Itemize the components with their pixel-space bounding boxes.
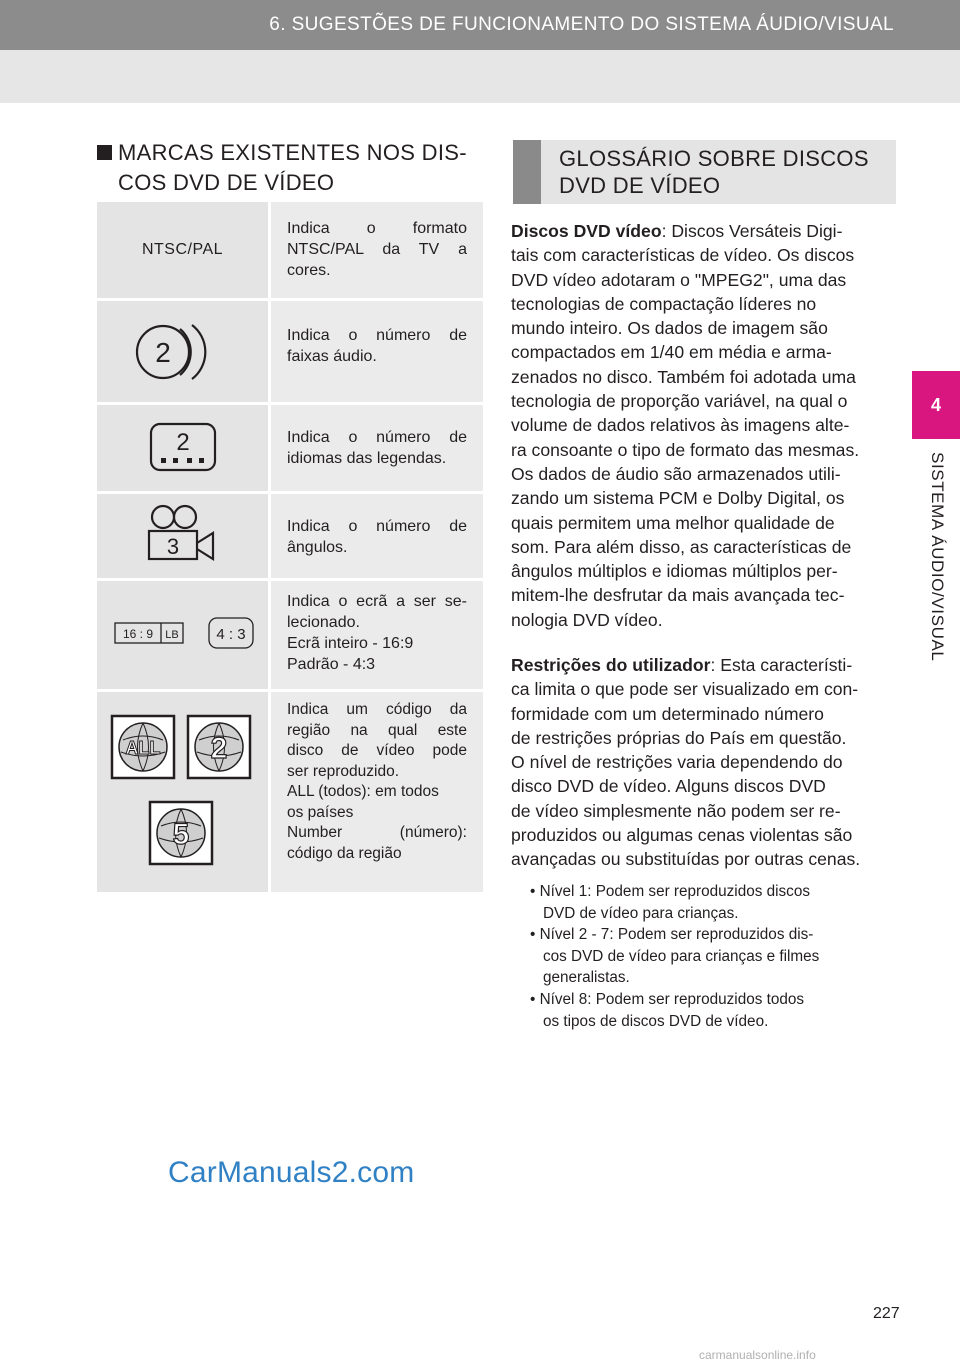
list-item: • Nível 8: Podem ser reproduzidos todos os tipos de discos DVD de vídeo.: [530, 990, 805, 1030]
paragraph-dvd-video: Discos DVD vídeo: Discos Versáteis Digi- tais com características de vídeo. Os discos DVD vídeo adotaram o "MPEG2", uma das tecnologias de compactação líderes no mundo inteiro. Os dados de imagem são compactados em 1/40 em média e arma- zenados no disco. Também foi adotada uma tecnologia de proporção variável, na qual o volume de dados relativos às imagens alte- ra consoante o tipo de formato das mesmas. Os dados de áudio são armazenados utili- zando um sistema PCM e Dolby Digital, os quais permitem uma melhor qualidade de som. Para além disso, as características de ângulos múltiplos e idiomas múltiplos per- mitem-lhe desfrutar da mais avançada tec- nologia DVD vídeo.: [511, 221, 860, 630]
svg-text:ALL: ALL: [125, 738, 160, 758]
audio-tracks-icon: [128, 317, 238, 387]
table-row: 3 Indica o número de ângulos.: [97, 491, 483, 578]
header-band: [0, 50, 960, 103]
list-item: • Nível 1: Podem ser reproduzidos discos DVD de vídeo para crianças.: [530, 883, 810, 922]
svg-text:2: 2: [154, 336, 171, 368]
page-number: 227: [873, 1305, 900, 1322]
table-row: 2 Indica o número de idiomas das legendas.: [97, 402, 483, 491]
chapter-tab-number[interactable]: 4: [912, 371, 960, 439]
watermark-text: CarManuals2.com: [168, 1156, 415, 1189]
svg-text:LB: LB: [164, 629, 179, 641]
header-bar: [0, 0, 960, 50]
section-heading: MARCAS EXISTENTES NOS DIS- COS DVD DE VÍDEO: [97, 138, 482, 198]
camera-angles-icon: [143, 503, 223, 569]
svg-text:5: 5: [172, 818, 189, 851]
table-row: NTSC/PAL Indica o formato NTSC/PAL da TV a cores.: [97, 202, 483, 298]
chapter-tab-label: SISTEMA ÁUDIO/VISUAL: [928, 452, 947, 662]
glossary-heading: GLOSSÁRIO SOBRE DISCOS DVD DE VÍDEO: [513, 140, 896, 204]
term-user-restrictions: Restrições do utilizador: [511, 655, 711, 675]
svg-text:16 : 9: 16 : 9: [122, 627, 153, 641]
table-row: 16 : 9 LB 4 : 3 Indica o ecrã a ser se- lecionado. Ecrã inteiro - 16:9 Padrão - 4:3: [97, 578, 483, 689]
svg-text:3: 3: [166, 534, 179, 559]
region-code-icons: [108, 712, 258, 872]
page-header-title: 6. SUGESTÕES DE FUNCIONAMENTO DO SISTEMA ÁUDIO/VISUAL: [269, 14, 894, 35]
square-bullet-icon: [97, 145, 112, 160]
paragraph-user-restrictions: Restrições do utilizador: Esta característi- ca limita o que pode ser visualizado em con- formidade com um determinado número de restrições próprias do País em questão. O nível de restrições varia dependendo do disco DVD de vídeo. Alguns discos DVD de vídeo simplesmente não podem ser re- produzidos ou algumas cenas violentas são avançadas ou substituídas por outras cenas.: [511, 655, 861, 870]
svg-text:2: 2: [210, 732, 227, 765]
svg-text:4 : 3: 4 : 3: [215, 626, 246, 643]
footer-watermark: carmanualsonline.info: [699, 1348, 816, 1362]
dvd-marks-table: [97, 202, 483, 892]
list-item: • Nível 2 - 7: Podem ser reproduzidos dis- cos DVD de vídeo para crianças e filmes generalistas.: [530, 926, 820, 987]
format-label: NTSC/PAL: [141, 241, 224, 258]
subtitles-icon: [143, 420, 223, 476]
heading-accent-bar: [513, 140, 541, 204]
restriction-levels-list: [530, 881, 896, 1032]
term-dvd-video: Discos DVD vídeo: [511, 221, 662, 241]
screen-format-icons: [103, 610, 263, 660]
svg-text:2: 2: [175, 429, 190, 456]
table-row: ALL 2 5 Indica um código da região na qual este disco de vídeo pode ser reproduzido. ALL (todos): em todos os países Number (número): código da região: [97, 689, 483, 892]
table-row: 2 Indica o número de faixas áudio.: [97, 298, 483, 402]
